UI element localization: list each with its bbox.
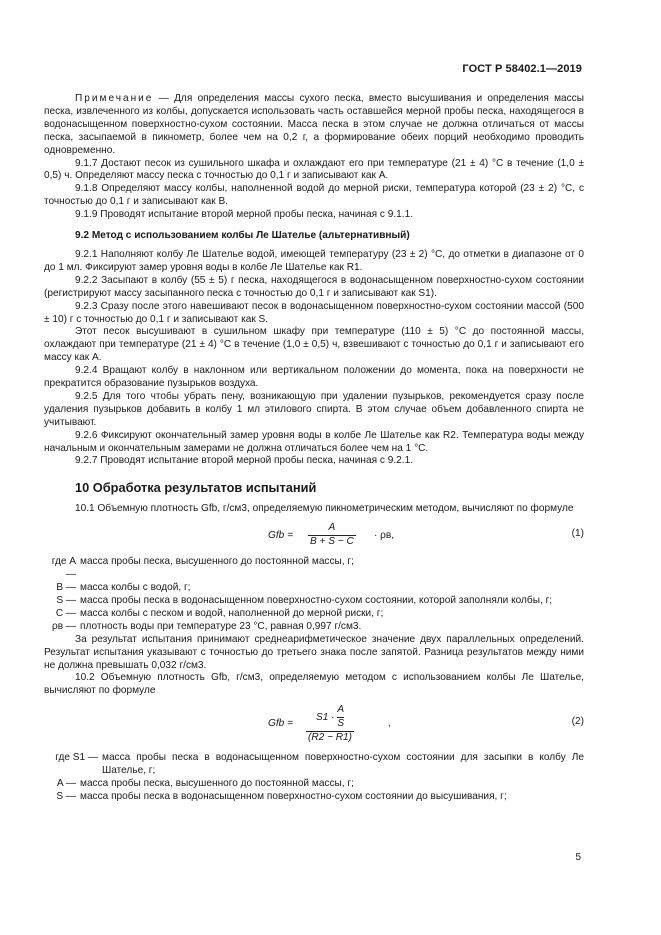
definition-text: масса пробы песка, высушенного до постоянной массы, г; xyxy=(80,556,354,568)
paragraph-9-2-1: 9.2.1 Наполняют колбу Ле Шателье водой, имеющей температуру (23 ± 2) °С, до отметки в диапазоне от 0 до 1 мл. Фиксируют замер уровня воды в колбе Ле Шателье как R1. xyxy=(44,248,584,273)
definition-symbol: S — xyxy=(56,595,76,606)
page-body xyxy=(44,93,584,804)
paragraph-10-1-result: За результат испытания принимают среднеарифметическое значение двух параллельных определений. Результат испытания указывают с точностью до третьего знака после запятой. Разница результатов между ними не должна превышать 0,032 г/см3. xyxy=(44,633,584,671)
definition-text: масса пробы песка в водонасыщенном поверхностно-сухом состоянии, которой заполняли колбы, г; xyxy=(80,595,553,606)
definition-text: масса колбы с песком и водой, наполненной до мерной риски, г; xyxy=(80,607,384,619)
page-number: 5 xyxy=(575,852,581,863)
formula-2-numerator xyxy=(306,704,354,731)
definitions-2 xyxy=(44,752,584,804)
note-paragraph xyxy=(44,93,584,158)
definition-text: масса пробы песка в водонасыщенном поверхностно-сухом состоянии для засыпки в колбу Ле Шателье, г; xyxy=(102,752,584,777)
definition-symbol: где S1 — xyxy=(55,752,98,764)
paragraph-9-2-3-cont: Этот песок высушивают в сушильном шкафу при температуре (110 ± 5) °С до постоянной массы, охлаждают при температуре (21 ± 4) °С в течение (1,0 ± 0,5) ч, взвешивают с точностью до 0,1 г и записывают его массу как A. xyxy=(44,326,584,364)
formula-2-tail: , xyxy=(388,718,391,730)
paragraph-9-2-7: 9.2.7 Проводят испытание второй мерной пробы песка, начиная с 9.2.1. xyxy=(75,455,413,467)
paragraph-9-1-7: 9.1.7 Достают песок из сушильного шкафа и охлаждают его при температуре (21 ± 4) °С в течение (1,0 ± 0,5) ч. Определяют массу песка с точностью до 0,1 г и записывают как A. xyxy=(44,157,584,182)
paragraph-9-1-8: 9.1.8 Определяют массу колбы, наполненной водой до мерной риски, температура которой (23 ± 2) °С, с точностью до 0,1 г и записывают как B. xyxy=(44,183,584,208)
note-text: — Для определения массы сухого песка, вместо высушивания и определения массы песка, извлеченного из колбы, допускается использовать часть оставшейся мерной пробы песка, находящегося в водонасыщенном поверхностно-сухом состоянии. Масса песка в этом случае не должна отличаться от массы песка, засыпаемой в пикнометр, более чем на 0,2 г, а формирование обеих порций необходимо проводить одновременно. xyxy=(44,93,584,156)
formula-2-inner-denominator: S xyxy=(337,718,345,730)
formula-2-denominator: (R2 − R1) xyxy=(308,732,353,744)
section-9-2-heading: 9.2 Метод с использованием колбы Ле Шателье (альтернативный) xyxy=(75,230,410,242)
formula-2-lhs: Gfb = xyxy=(268,718,293,730)
formula-1-number: (1) xyxy=(571,528,584,540)
definition-symbol: A — xyxy=(56,778,76,790)
definition-row xyxy=(44,608,584,621)
formula-1 xyxy=(44,522,584,552)
formula-1-denominator: B + S − C xyxy=(310,536,354,548)
formula-2-number: (2) xyxy=(571,716,584,728)
section-10-heading: 10 Обработка результатов испытаний xyxy=(75,480,317,496)
definition-text: масса пробы песка, высушенного до постоянной массы, г; xyxy=(80,778,354,790)
formula-2-fraction xyxy=(306,704,354,745)
definition-row xyxy=(44,595,584,608)
paragraph-10-1: 10.1 Объемную плотность Gfb, г/см3, определяемую пикнометрическим методом, вычисляют по формуле xyxy=(75,503,574,515)
definition-row xyxy=(44,556,584,582)
definition-row xyxy=(44,752,584,778)
paragraph-9-2-6: 9.2.6 Фиксируют окончательный замер уровня воды в колбе Ле Шателье как R2. Температура воды между начальным и окончательным замерами не должна отличаться более чем на 1 °С. xyxy=(44,429,584,454)
formula-1-lhs: Gfb = xyxy=(268,530,293,542)
note-label: Примечание xyxy=(75,93,154,104)
paragraph-9-2-3: 9.2.3 Сразу после этого навешивают песок в водонасыщенном поверхностно-сухом состоянии массой (500 ± 10) г с точностью до 0,1 г и записывают как S. xyxy=(44,300,584,325)
formula-2 xyxy=(44,704,584,748)
definition-text: масса пробы песка в водонасыщенном поверхностно-сухом состоянии до высушивания, г; xyxy=(80,790,507,802)
definition-symbol: S — xyxy=(56,790,76,802)
definition-row xyxy=(44,582,584,595)
formula-2-numerator-prefix: S1 · xyxy=(315,712,335,724)
formula-1-numerator: A xyxy=(328,522,336,534)
paragraph-9-2-2: 9.2.2 Засыпают в колбу (55 ± 5) г песка, находящегося в водонасыщенном поверхностно-сухом состоянии (регистрируют массу засыпанного песка с точностью до 0,1 г и записывают как S1). xyxy=(44,274,584,299)
formula-1-fraction xyxy=(308,522,356,549)
definition-text: масса колбы с водой, г; xyxy=(80,582,191,594)
definition-row xyxy=(44,791,584,804)
formula-2-inner-fraction xyxy=(337,704,344,731)
definition-symbol: где A — xyxy=(51,556,76,581)
document-header: ГОСТ Р 58402.1—2019 xyxy=(462,63,582,75)
paragraph-10-2: 10.2 Объемную плотность Gfb, г/см3, определяемую методом с использованием колбы Ле Шателье, вычисляют по формуле xyxy=(44,672,584,697)
paragraph-9-2-4: 9.2.4 Вращают колбу в наклонном или вертикальном положении до момента, пока на поверхности не прекратится образование пузырьков воздуха. xyxy=(44,365,584,390)
definition-symbol: B — xyxy=(56,582,76,594)
paragraph-9-2-5: 9.2.5 Для того чтобы убрать пену, возникающую при удалении пузырьков, рекомендуется сразу после удаления пузырьков добавить в колбу 1 мл этилового спирта. В этом случае объем добавленного спирта не учитывают. xyxy=(44,390,584,428)
definition-symbol: ρв — xyxy=(51,620,76,632)
formula-2-inner-numerator: A xyxy=(337,704,345,716)
definition-text: плотность воды при температуре 23 °С, равная 0,997 г/см3. xyxy=(80,620,362,632)
definition-symbol: C — xyxy=(55,607,76,619)
formula-1-tail: · ρв, xyxy=(374,530,395,542)
definition-row xyxy=(44,621,584,634)
definitions-1 xyxy=(44,556,584,633)
paragraph-9-1-9: 9.1.9 Проводят испытание второй мерной пробы песка, начиная с 9.1.1. xyxy=(75,209,413,221)
definition-row xyxy=(44,778,584,791)
